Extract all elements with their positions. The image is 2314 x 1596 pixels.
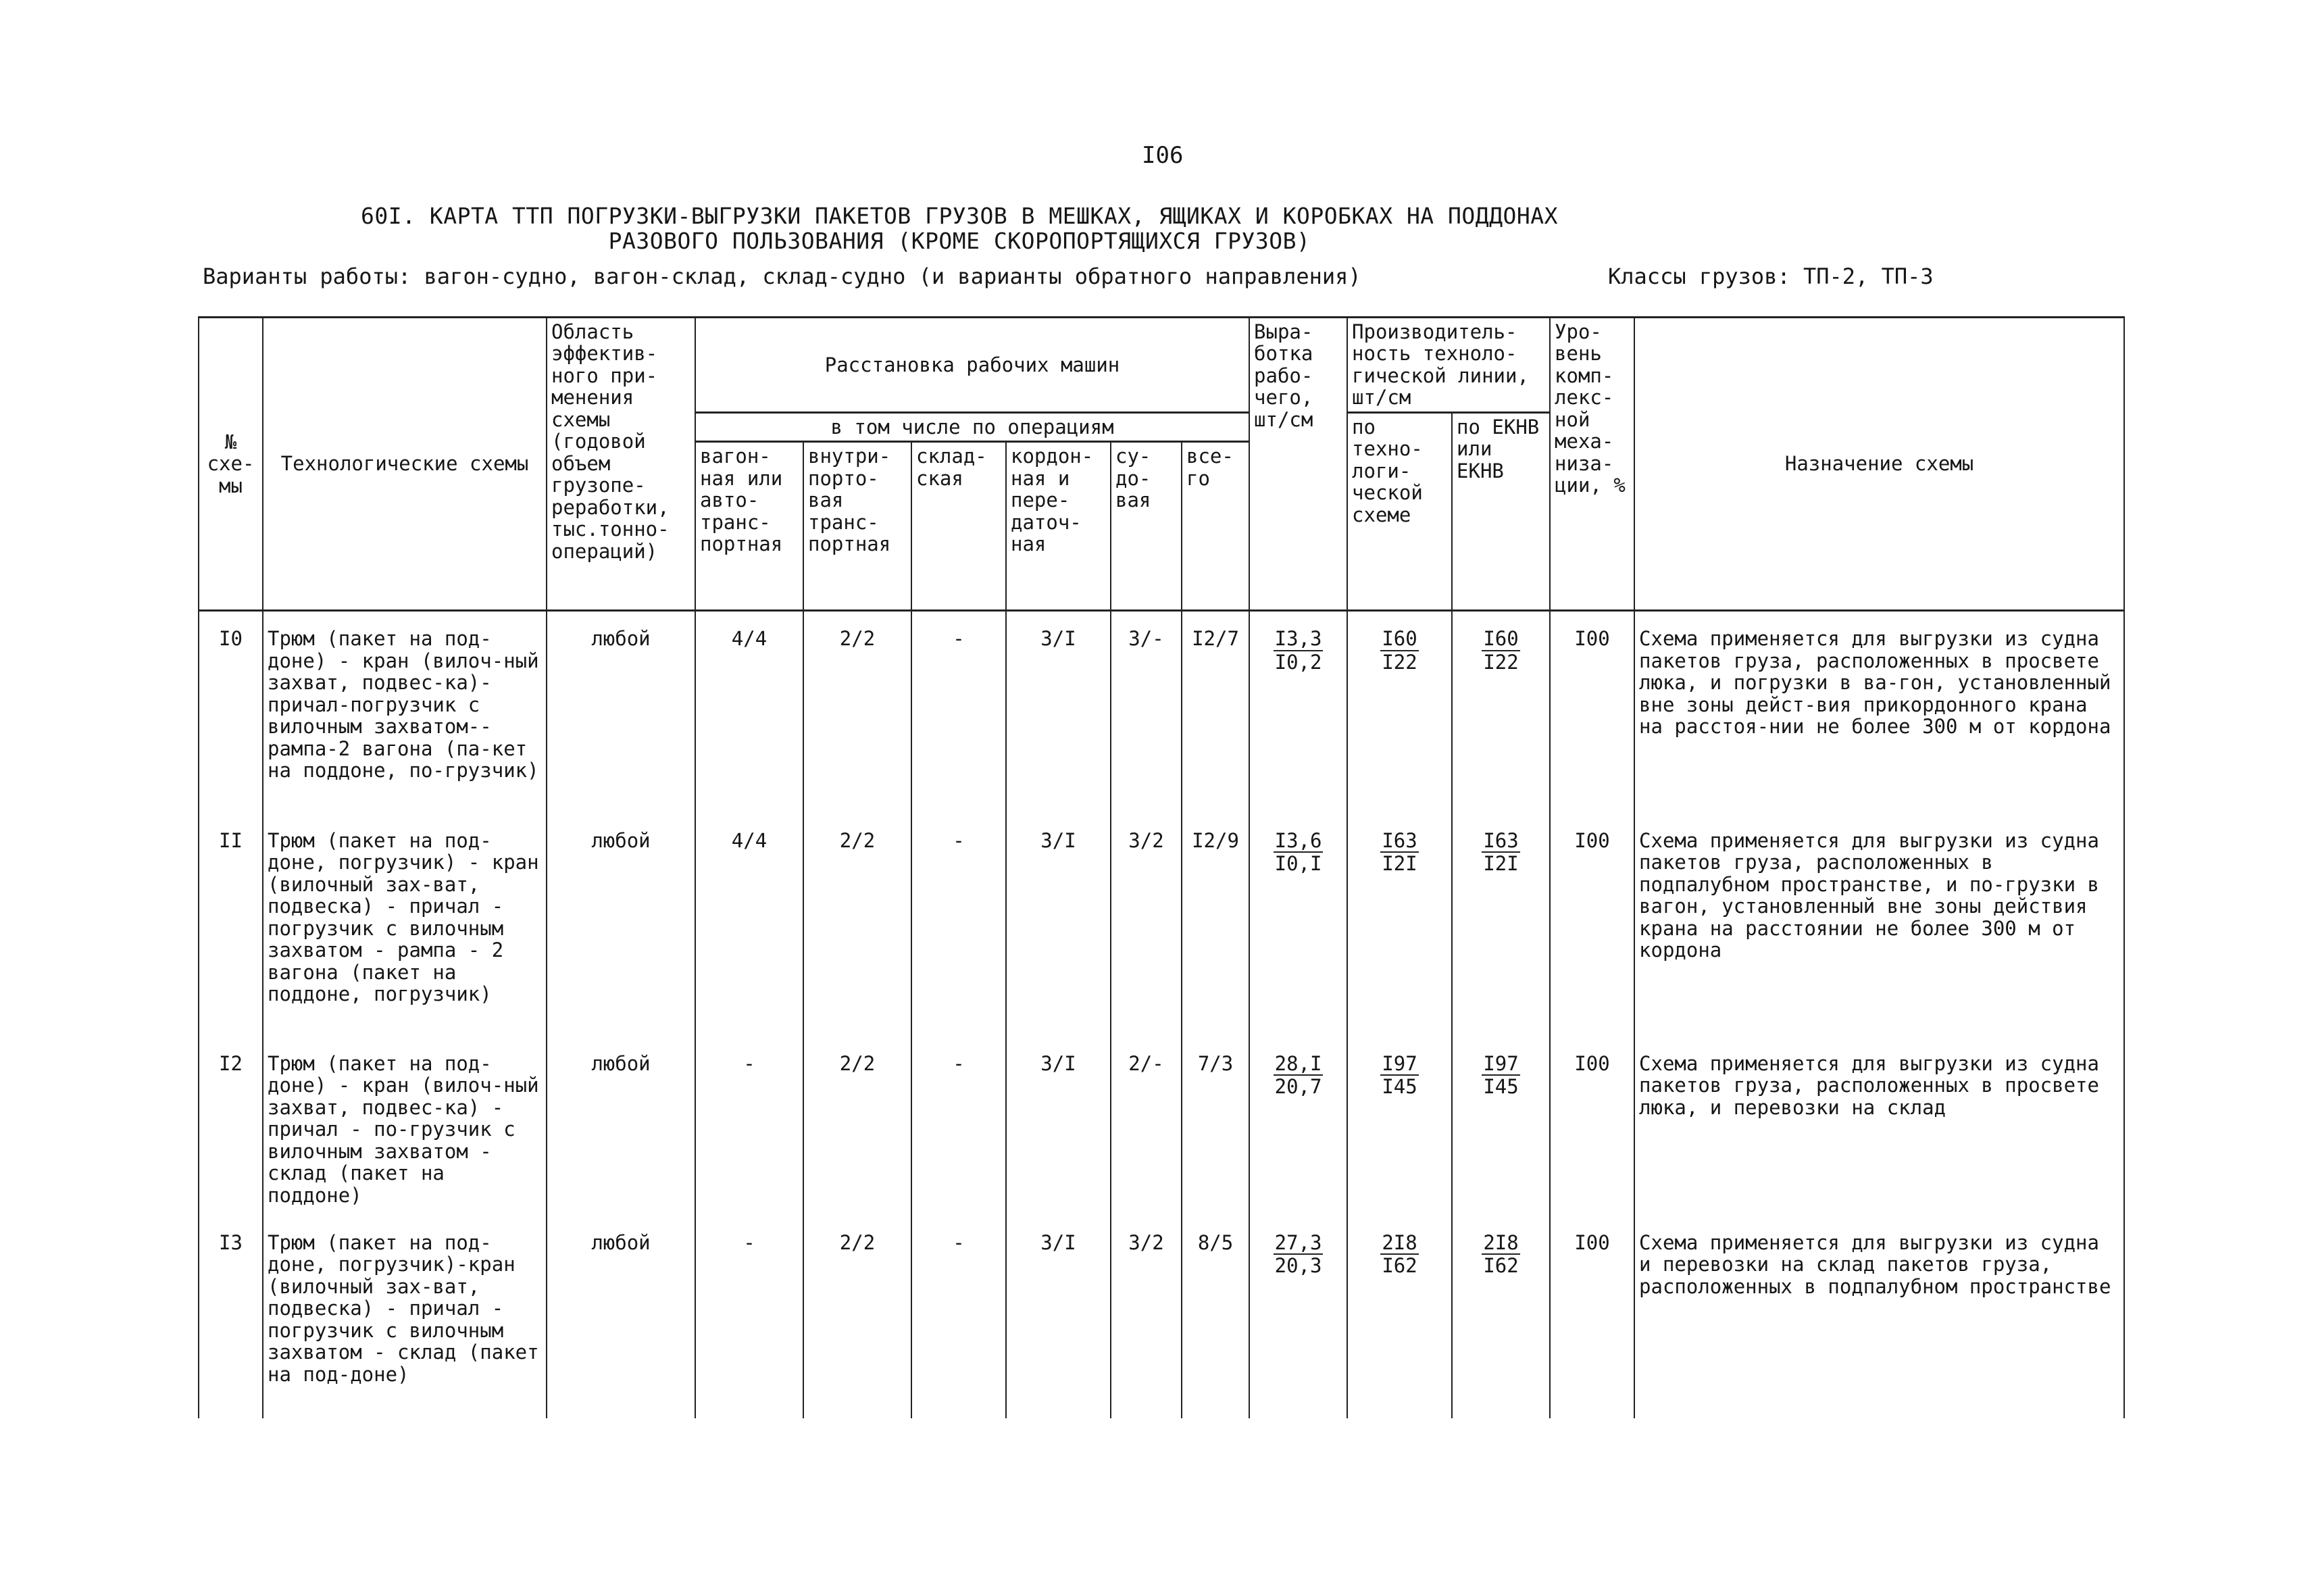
- op-total: I2/7: [1182, 611, 1249, 814]
- op-wagon: 4/4: [695, 611, 803, 814]
- mechanization-level: I00: [1550, 1037, 1634, 1216]
- document-title: 60I. КАРТА ТТП ПОГРУЗКИ-ВЫГРУЗКИ ПАКЕТОВ ГРУЗОВ В МЕШКАХ, ЯЩИКАХ И КОРОБКАХ НА ПОДДОНАХ: [361, 203, 1558, 229]
- op-internal: 2/2: [803, 1216, 911, 1418]
- prod-scheme-value: [1347, 1216, 1452, 1418]
- output-denominator: I0,I: [1274, 852, 1322, 876]
- prod-scheme-denominator: I45: [1382, 1075, 1417, 1099]
- output-denominator: I0,2: [1274, 650, 1322, 674]
- header-purpose: Назначение схемы: [1634, 318, 2124, 611]
- output-value: [1249, 1037, 1347, 1216]
- header-mechanization: Уро-вень комп-лекс-ной меха-низа-ции, %: [1550, 318, 1634, 611]
- mechanization-level: I00: [1550, 1216, 1634, 1418]
- op-total: 8/5: [1182, 1216, 1249, 1418]
- prod-ekvn-numerator: I97: [1483, 1051, 1519, 1075]
- header-op-ship: су-до-вая: [1111, 442, 1182, 611]
- output-numerator: I3,6: [1274, 828, 1322, 852]
- header-schemes: Технологические схемы: [263, 318, 547, 611]
- prod-ekvn-denominator: I45: [1483, 1075, 1519, 1099]
- op-total: 7/3: [1182, 1037, 1249, 1216]
- output-numerator: I3,3: [1274, 627, 1322, 651]
- scheme-area: любой: [547, 1037, 695, 1216]
- op-warehouse: -: [911, 814, 1006, 1037]
- prod-scheme-denominator: I62: [1382, 1254, 1417, 1278]
- prod-scheme-numerator: I97: [1382, 1051, 1417, 1075]
- prod-scheme-value: [1347, 1037, 1452, 1216]
- prod-ekvn-denominator: I62: [1483, 1254, 1519, 1278]
- op-wagon: -: [695, 1216, 803, 1418]
- prod-scheme-value: [1347, 814, 1452, 1037]
- prod-ekvn-value: [1452, 611, 1550, 814]
- prod-ekvn-numerator: I63: [1483, 828, 1519, 852]
- op-cordon: 3/I: [1006, 1037, 1111, 1216]
- prod-ekvn-denominator: I2I: [1483, 852, 1519, 876]
- prod-ekvn-numerator: I60: [1483, 627, 1519, 651]
- table-row: [199, 1216, 2124, 1418]
- scheme-purpose: Схема применяется для выгрузки из судна пакетов груза, расположенных в подпалубном пространстве, и по-грузки в вагон, установленный вне зоны действия крана на расстоянии не более 300 м от кордона: [1634, 814, 2124, 1037]
- header-area: Область эффектив-ного при-менения схемы (годовой объем грузопе-реработки, тыс.тонно-операций): [547, 318, 695, 611]
- output-value: [1249, 1216, 1347, 1418]
- scheme-number: I0: [199, 611, 263, 814]
- header-op-total: все-го: [1182, 442, 1249, 611]
- op-ship: 3/-: [1111, 611, 1182, 814]
- table-row: [199, 1037, 2124, 1216]
- scheme-purpose: Схема применяется для выгрузки из судна и перевозки на склад пакетов груза, расположенных в подпалубном пространстве: [1634, 1216, 2124, 1418]
- work-variants: Варианты работы: вагон-судно, вагон-склад, склад-судно (и варианты обратного направления): [203, 264, 1361, 289]
- scheme-purpose: Схема применяется для выгрузки из судна пакетов груза, расположенных в просвете люка, и погрузки в ва-гон, установленный вне зоны дейст-вия прикордонного крана на расстоя-нии не более 300 м от кордона: [1634, 611, 2124, 814]
- op-internal: 2/2: [803, 1037, 911, 1216]
- document-title-continued: РАЗОВОГО ПОЛЬЗОВАНИЯ (КРОМЕ СКОРОПОРТЯЩИХСЯ ГРУЗОВ): [608, 228, 1311, 254]
- header-num: № схе-мы: [199, 318, 263, 611]
- scheme-area: любой: [547, 611, 695, 814]
- prod-scheme-value: [1347, 611, 1452, 814]
- mechanization-level: I00: [1550, 611, 1634, 814]
- output-numerator: 27,3: [1274, 1230, 1322, 1254]
- header-op-internal: внутри-порто-вая транс-портная: [803, 442, 911, 611]
- op-warehouse: -: [911, 611, 1006, 814]
- scheme-number: I3: [199, 1216, 263, 1418]
- op-ship: 3/2: [1111, 1216, 1182, 1418]
- op-internal: 2/2: [803, 814, 911, 1037]
- header-op-wagon: вагон-ная или авто-транс-портная: [695, 442, 803, 611]
- output-denominator: 20,7: [1274, 1075, 1322, 1099]
- header-productivity: Производитель-ность техноло-гической линии, шт/см: [1347, 318, 1550, 413]
- scheme-number: II: [199, 814, 263, 1037]
- scheme-number: I2: [199, 1037, 263, 1216]
- scheme-description: Трюм (пакет на под-доне) - кран (вилоч-ный захват, подвес-ка)-причал-погрузчик с вилочным захватом--рампа-2 вагона (па-кет на поддоне, по-грузчик): [263, 611, 547, 814]
- op-cordon: 3/I: [1006, 1216, 1111, 1418]
- table-row: [199, 814, 2124, 1037]
- prod-scheme-numerator: 2I8: [1382, 1230, 1417, 1254]
- op-wagon: 4/4: [695, 814, 803, 1037]
- header-placement: Расстановка рабочих машин: [695, 318, 1249, 413]
- op-wagon: -: [695, 1037, 803, 1216]
- prod-ekvn-value: [1452, 1037, 1550, 1216]
- scheme-description: Трюм (пакет на под-доне) - кран (вилоч-ный захват, подвес-ка) - причал - по-грузчик с вилочным захватом - склад (пакет на поддоне): [263, 1037, 547, 1216]
- op-total: I2/9: [1182, 814, 1249, 1037]
- prod-scheme-numerator: I63: [1382, 828, 1417, 852]
- prod-scheme-numerator: I60: [1382, 627, 1417, 651]
- tech-schemes-table: [198, 316, 2125, 1418]
- op-cordon: 3/I: [1006, 611, 1111, 814]
- scheme-purpose: Схема применяется для выгрузки из судна пакетов груза, расположенных в просвете люка, и перевозки на склад: [1634, 1037, 2124, 1216]
- prod-ekvn-numerator: 2I8: [1483, 1230, 1519, 1254]
- op-warehouse: -: [911, 1216, 1006, 1418]
- op-warehouse: -: [911, 1037, 1006, 1216]
- prod-ekvn-value: [1452, 1216, 1550, 1418]
- output-value: [1249, 611, 1347, 814]
- header-op-warehouse: склад-ская: [911, 442, 1006, 611]
- header-output: Выра-ботка рабо-чего, шт/см: [1249, 318, 1347, 611]
- header-prod-scheme: по техно-логи-ческой схеме: [1347, 412, 1452, 610]
- header-incl-operations: в том числе по операциям: [695, 412, 1249, 441]
- header-prod-ekvn: по ЕКНВ или ЕКНВ: [1452, 412, 1550, 610]
- output-denominator: 20,3: [1274, 1254, 1322, 1278]
- output-numerator: 28,I: [1274, 1051, 1322, 1075]
- table-row: [199, 611, 2124, 814]
- scheme-area: любой: [547, 1216, 695, 1418]
- scheme-description: Трюм (пакет на под-доне, погрузчик)-кран (вилочный зах-ват, подвеска) - причал - погрузчик с вилочным захватом - склад (пакет на под-доне): [263, 1216, 547, 1418]
- prod-scheme-denominator: I2I: [1382, 852, 1417, 876]
- mechanization-level: I00: [1550, 814, 1634, 1037]
- prod-ekvn-denominator: I22: [1483, 650, 1519, 674]
- op-ship: 3/2: [1111, 814, 1182, 1037]
- prod-scheme-denominator: I22: [1382, 650, 1417, 674]
- cargo-classes: Классы грузов: ТП-2, ТП-3: [1608, 264, 1934, 289]
- output-value: [1249, 814, 1347, 1037]
- op-cordon: 3/I: [1006, 814, 1111, 1037]
- prod-ekvn-value: [1452, 814, 1550, 1037]
- scheme-area: любой: [547, 814, 695, 1037]
- header-op-cordon: кордон-ная и пере-даточ-ная: [1006, 442, 1111, 611]
- scheme-description: Трюм (пакет на под-доне, погрузчик) - кран (вилочный зах-ват, подвеска) - причал - погрузчик с вилочным захватом - рампа - 2 вагона (пакет на поддоне, погрузчик): [263, 814, 547, 1037]
- op-internal: 2/2: [803, 611, 911, 814]
- page-number: I06: [1142, 142, 1184, 169]
- op-ship: 2/-: [1111, 1037, 1182, 1216]
